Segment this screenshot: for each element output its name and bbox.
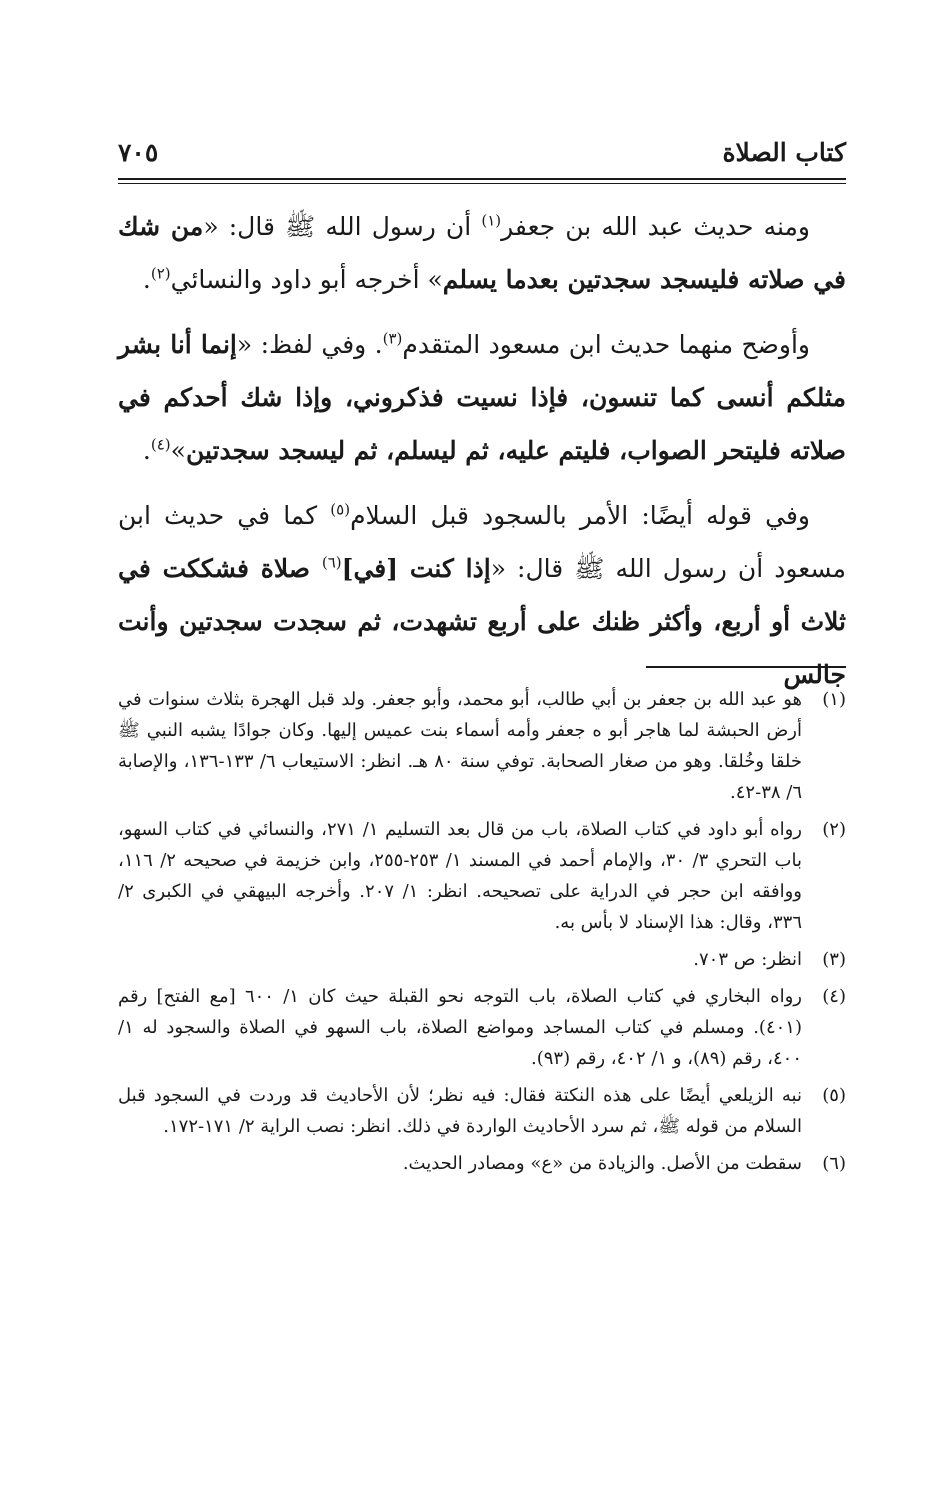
text-run: » أخرجه أبو داود والنسائي xyxy=(170,265,443,294)
page-header xyxy=(118,138,846,172)
footnote-number: (٢) xyxy=(822,819,846,840)
hadith-quote: من شك في صلاته فليسجد سجدتين بعدما يسلم xyxy=(118,212,846,294)
footnote-ref: (٦) xyxy=(321,553,342,572)
text-run: » xyxy=(170,436,186,465)
paragraph-3 xyxy=(118,489,846,701)
footnote-number: (٣) xyxy=(822,949,846,970)
text-run: أن رسول الله ﷺ قال: « xyxy=(203,212,482,241)
footnote-separator xyxy=(646,666,846,668)
hadith-quote: إنما أنا بشر مثلكم أنسى كما تنسون، فإذا نسيت فذكروني، وإذا شك أحدكم في صلاته فليتحر الصواب، فليتم عليه، ثم ليسلم، ثم ليسجد سجدتين xyxy=(118,330,846,465)
footnote-number: (٦) xyxy=(822,1153,846,1174)
footnote-number: (١) xyxy=(822,689,846,710)
footnotes xyxy=(118,684,846,1185)
footnote xyxy=(118,944,846,975)
header-rule-thick xyxy=(118,178,846,180)
text-run: وفي قوله أيضًا: الأمر بالسجود قبل السلام xyxy=(350,501,810,530)
footnote-text: انظر: ص ٧٠٣. xyxy=(693,949,802,970)
text-run: . وفي لفظ: « xyxy=(236,330,383,359)
footnote-ref: (٤) xyxy=(150,435,171,454)
footnote-text: رواه أبو داود في كتاب الصلاة، باب من قال بعد التسليم ١/ ٢٧١، والنسائي في كتاب السهو، باب التحري ٣/ ٣٠، والإمام أحمد في المسند ١/ ٢٥٣-٢٥٥، وابن خزيمة في صحيحه ٢/ ١١٦، ووافقه ابن حجر في الدراية على تصحيحه. انظر: ١/ ٢٠٧. وأخرجه البيهقي في الكبرى ٢/ ٣٣٦، وقال: هذا الإسناد لا بأس به. xyxy=(118,819,802,933)
footnote-ref: (٥) xyxy=(330,500,351,519)
footnote-text: هو عبد الله بن جعفر بن أبي طالب، أبو محمد، وأبو جعفر. ولد قبل الهجرة بثلاث سنوات في أرض الحبشة لما هاجر أبو ه جعفر وأمه أسماء بنت عميس إليها. وكان جوادًا يشبه النبي ﷺ خلقا وخُلقا. وهو من صغار الصحابة. توفي سنة ٨٠ هـ. انظر: الاستيعاب ٦/ ١٣٣-١٣٦، والإصابة ٦/ ٣٨-٤٢. xyxy=(118,689,803,803)
hadith-quote: إذا كنت [في] xyxy=(341,554,491,583)
footnote xyxy=(118,814,846,938)
footnote xyxy=(118,684,846,808)
footnote-ref: (٣) xyxy=(382,329,403,348)
book-title: كتاب الصلاة xyxy=(722,138,846,167)
paragraph-2 xyxy=(118,318,846,477)
text-run: وأوضح منهما حديث ابن مسعود المتقدم xyxy=(402,330,810,359)
paragraph-1 xyxy=(118,200,846,306)
footnote-text: سقطت من الأصل. والزيادة من «ع» ومصادر الحديث. xyxy=(402,1153,802,1174)
text-run: . xyxy=(142,436,151,465)
footnote-number: (٤) xyxy=(822,986,846,1007)
text-run: ومنه حديث عبد الله بن جعفر xyxy=(501,212,811,241)
footnote xyxy=(118,1080,846,1142)
hadith-quote: صلاة فشككت في ثلاث أو أربع، وأكثر ظنك على أربع تشهدت، ثم سجدت سجدتين وأنت جالس xyxy=(118,554,846,689)
footnote xyxy=(118,1148,846,1179)
footnote xyxy=(118,981,846,1074)
page-number: ٧٠٥ xyxy=(118,138,159,167)
main-text xyxy=(118,200,846,713)
header-rule-thin xyxy=(118,183,846,184)
footnote-number: (٥) xyxy=(822,1085,846,1106)
footnote-ref: (١) xyxy=(481,211,502,230)
footnote-text: رواه البخاري في كتاب الصلاة، باب التوجه نحو القبلة حيث كان ١/ ٦٠٠ [مع الفتح] رقم (٤٠١). ومسلم في كتاب المساجد ومواضع الصلاة، باب السهو في الصلاة والسجود له ١/ ٤٠٠، رقم (٨٩)، و ١/ ٤٠٢، رقم (٩٣). xyxy=(118,986,802,1069)
text-run: . xyxy=(142,265,151,294)
text-run: كما في حديث ابن مسعود أن رسول الله ﷺ قال: « xyxy=(118,501,847,583)
footnote-text: نبه الزيلعي أيضًا على هذه النكتة فقال: فيه نظر؛ لأن الأحاديث قد وردت في السجود قبل السلام من قوله ﷺ، ثم سرد الأحاديث الواردة في ذلك. انظر: نصب الراية ٢/ ١٧١-١٧٢. xyxy=(118,1085,802,1137)
footnote-ref: (٢) xyxy=(150,264,171,283)
